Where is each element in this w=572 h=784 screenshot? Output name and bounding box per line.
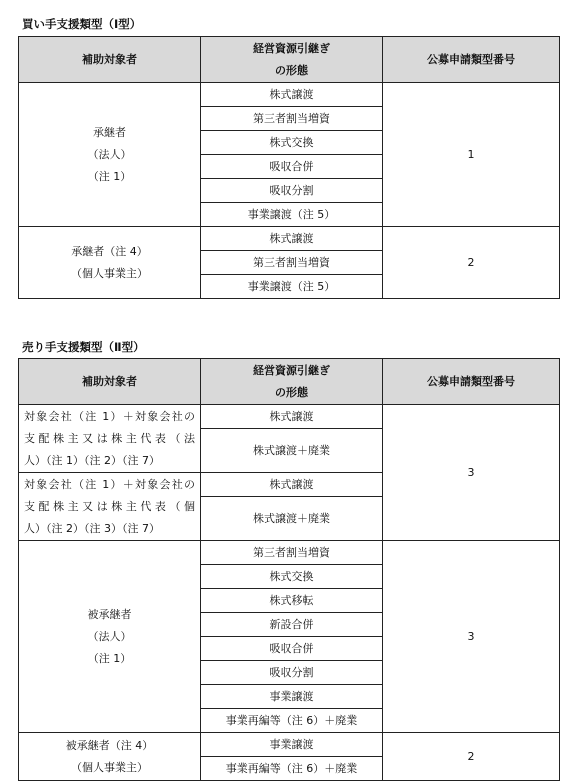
form-cell: 第三者割当増資 [201, 541, 383, 565]
form-cell: 株式譲渡＋廃業 [201, 429, 383, 473]
form-cell: 第三者割当増資 [201, 107, 383, 131]
form-cell: 株式譲渡 [201, 473, 383, 497]
form-cell: 吸収分割 [201, 661, 383, 685]
form-cell: 事業譲渡（注 5） [201, 203, 383, 227]
section1-title: 買い手支援類型（Ⅰ型） [22, 17, 142, 31]
applicant-cell: 承継者（注 4） （個人事業主） [19, 227, 201, 299]
header-number: 公募申請類型番号 [383, 37, 560, 83]
form-cell: 新設合併 [201, 613, 383, 637]
form-cell: 株式交換 [201, 565, 383, 589]
header-applicant: 補助対象者 [19, 359, 201, 405]
form-cell: 株式譲渡 [201, 83, 383, 107]
header-applicant: 補助対象者 [19, 37, 201, 83]
number-cell: 1 [383, 83, 560, 227]
form-cell: 事業再編等（注 6）＋廃業 [201, 757, 383, 781]
number-cell: 2 [383, 733, 560, 781]
applicant-cell: 対象会社（注 1）＋対象会社の 支配株主又は株主代表（個 人）（注 2）（注 3）（注 7） [19, 473, 201, 541]
section2-title: 売り手支援類型（Ⅱ型） [22, 340, 145, 354]
number-cell: 2 [383, 227, 560, 299]
form-cell: 事業再編等（注 6）＋廃業 [201, 709, 383, 733]
form-cell: 株式移転 [201, 589, 383, 613]
type2-table [18, 358, 560, 781]
form-cell: 事業譲渡（注 5） [201, 275, 383, 299]
form-cell: 事業譲渡 [201, 733, 383, 757]
form-cell: 株式譲渡 [201, 405, 383, 429]
applicant-cell: 被承継者（注 4） （個人事業主） [19, 733, 201, 781]
form-cell: 第三者割当増資 [201, 251, 383, 275]
applicant-cell: 承継者 （法人） （注 1） [19, 83, 201, 227]
number-cell: 3 [383, 405, 560, 541]
type1-table [18, 36, 560, 299]
applicant-cell: 対象会社（注 1）＋対象会社の 支配株主又は株主代表（法 人）（注 1）（注 2）（注 7） [19, 405, 201, 473]
form-cell: 吸収合併 [201, 155, 383, 179]
form-cell: 吸収分割 [201, 179, 383, 203]
header-form: 経営資源引継ぎ の形態 [201, 359, 383, 405]
form-cell: 株式譲渡＋廃業 [201, 497, 383, 541]
applicant-cell: 被承継者 （法人） （注 1） [19, 541, 201, 733]
header-form: 経営資源引継ぎ の形態 [201, 37, 383, 83]
form-cell: 株式交換 [201, 131, 383, 155]
form-cell: 吸収合併 [201, 637, 383, 661]
form-cell: 事業譲渡 [201, 685, 383, 709]
number-cell: 3 [383, 541, 560, 733]
header-number: 公募申請類型番号 [383, 359, 560, 405]
form-cell: 株式譲渡 [201, 227, 383, 251]
